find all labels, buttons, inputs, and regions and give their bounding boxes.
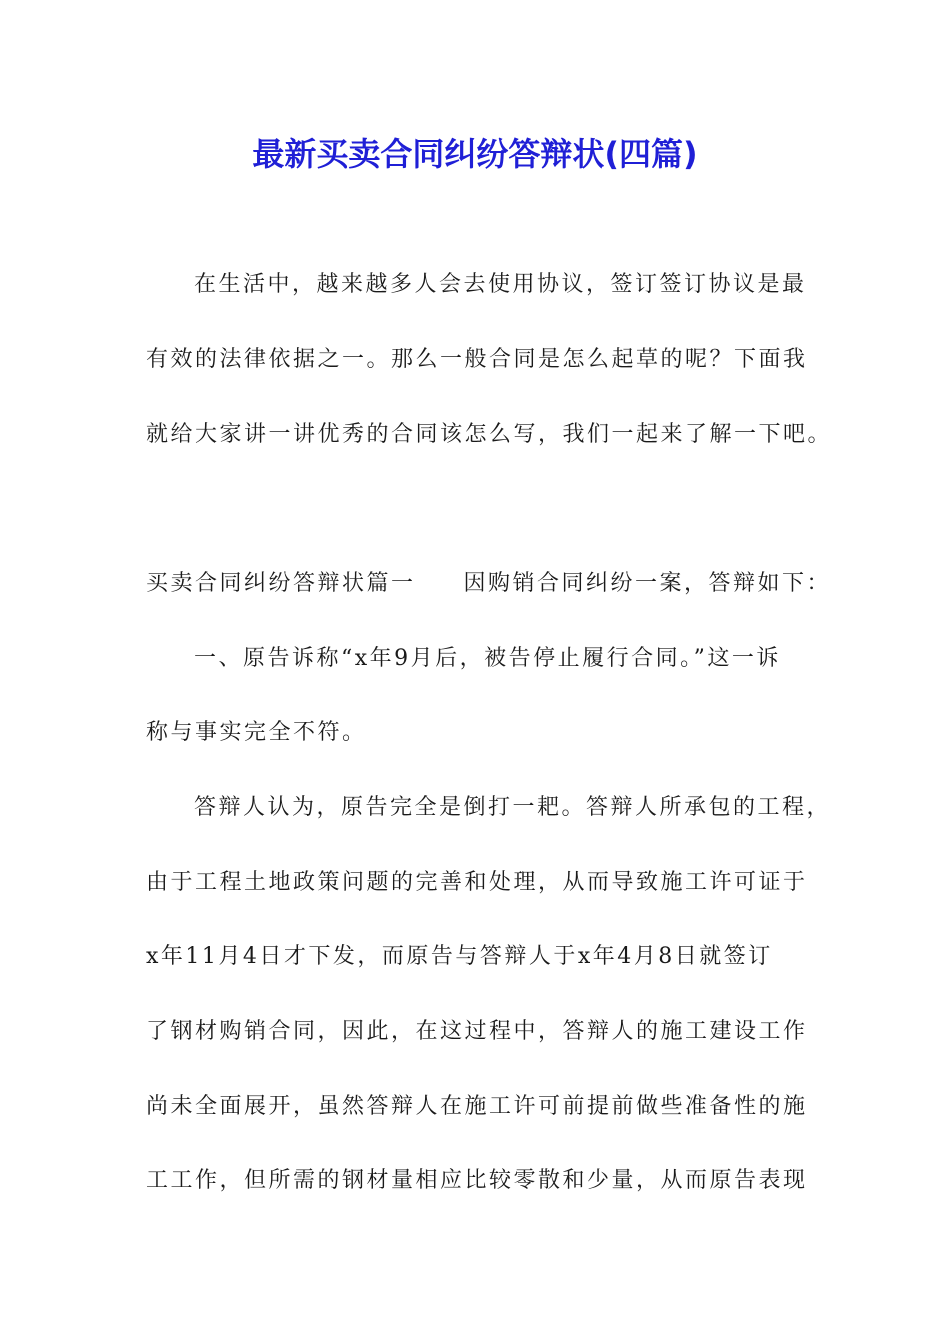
body-line-5: x年11月4日才下发，而原告与答辩人于x年4月8日就签订 bbox=[146, 944, 773, 969]
body-line-4: 由于工程土地政策问题的完善和处理，从而导致施工许可证于 bbox=[146, 870, 808, 895]
body-line-3: 答辩人认为，原告完全是倒打一耙。答辩人所承包的工程， bbox=[194, 795, 832, 820]
body-line-2: 称与事实完全不符。 bbox=[146, 720, 367, 745]
body-line-8: 工工作，但所需的钢材量相应比较零散和少量，从而原告表现 bbox=[146, 1168, 808, 1193]
body-line-1: 一、原告诉称“x年9月后，被告停止履行合同。”这一诉 bbox=[194, 646, 781, 671]
document-title: 最新买卖合同纠纷答辩状(四篇) bbox=[252, 135, 698, 173]
section-heading-tail: 因购销合同纠纷一案，答辩如下： bbox=[463, 571, 832, 596]
intro-line-3: 就给大家讲一讲优秀的合同该怎么写，我们一起来了解一下吧。 bbox=[146, 422, 833, 447]
intro-line-2: 有效的法律依据之一。那么一般合同是怎么起草的呢？下面我 bbox=[146, 347, 808, 372]
body-line-7: 尚未全面展开，虽然答辩人在施工许可前提前做些准备性的施 bbox=[146, 1094, 808, 1119]
section-heading-line bbox=[146, 571, 832, 596]
section-heading: 买卖合同纠纷答辩状篇一 bbox=[146, 571, 416, 596]
body-line-6: 了钢材购销合同，因此，在这过程中，答辩人的施工建设工作 bbox=[146, 1019, 808, 1044]
intro-line-1: 在生活中，越来越多人会去使用协议，签订签订协议是最 bbox=[194, 272, 807, 297]
